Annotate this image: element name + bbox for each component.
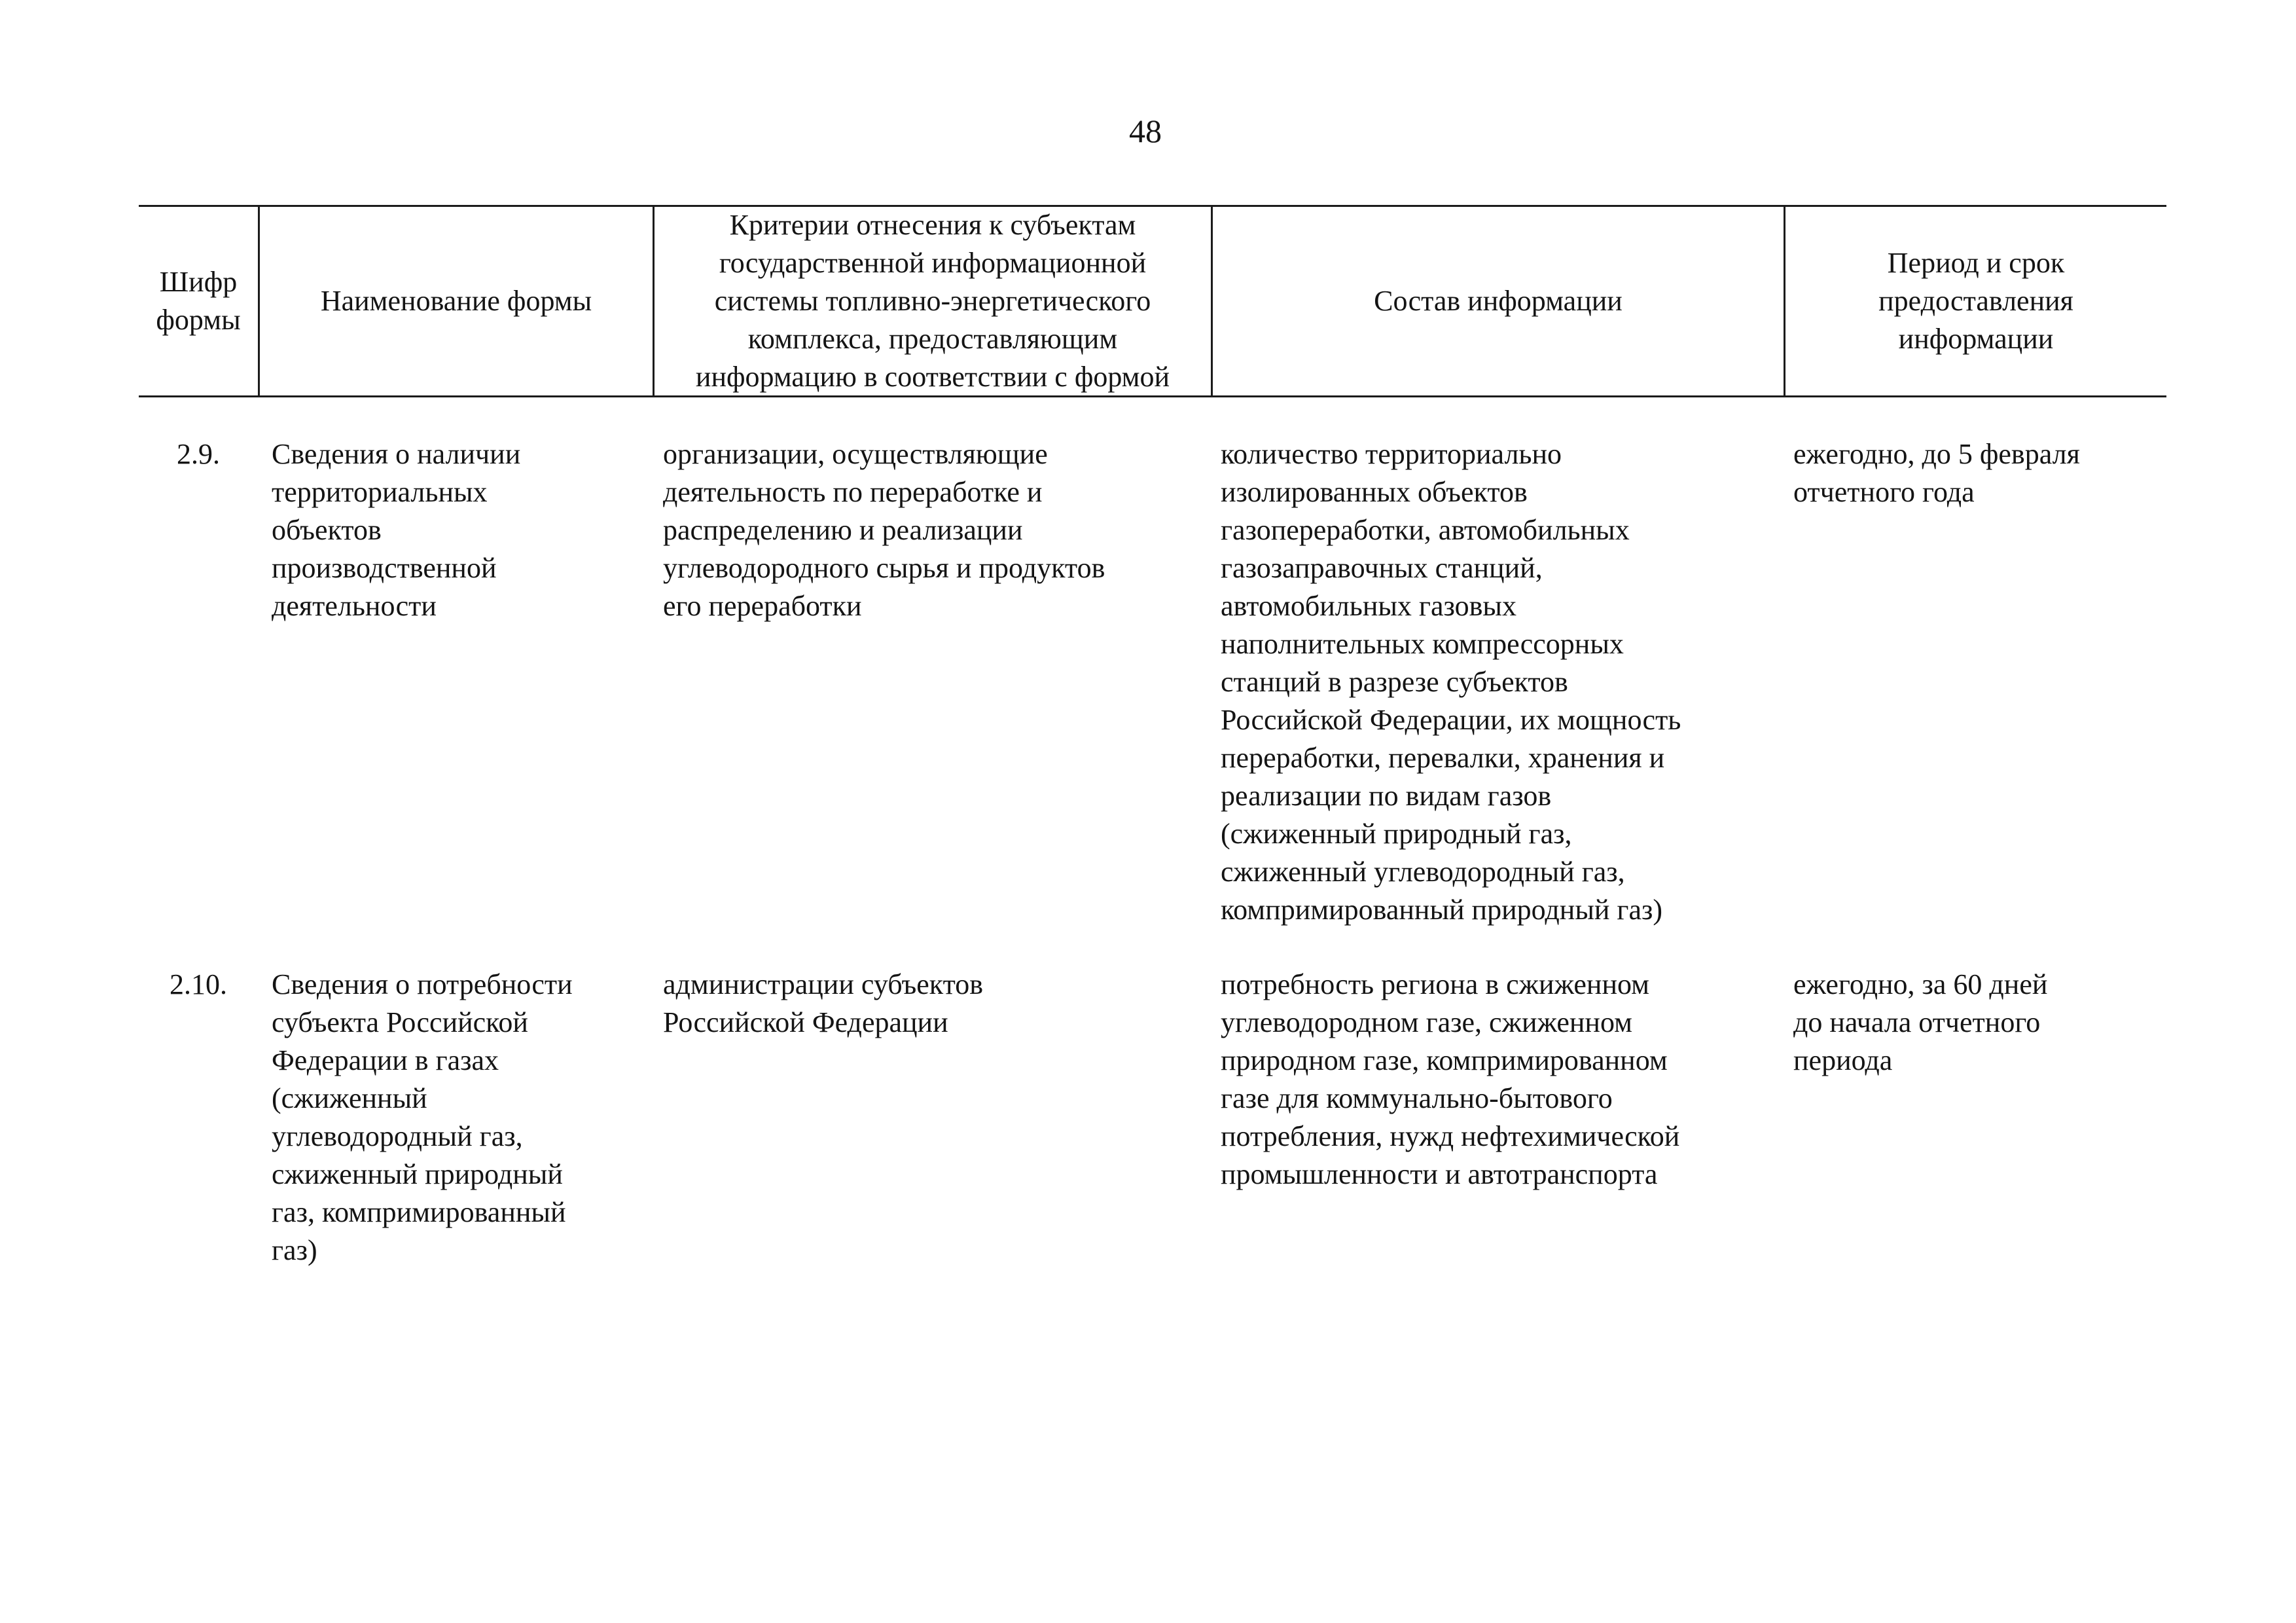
row-form-name: Сведения о потребности субъекта Российской Федерации в газах (сжиженный углеводородный газ, сжиженный природный газ, компримированный газ) <box>272 968 573 1266</box>
header-period: Период и срок предоставления информации <box>1878 247 2073 355</box>
row-form-code: 2.10. <box>170 968 227 1000</box>
row-criteria: организации, осуществляющие деятельность по переработке и распределению и реализации углеводородного сырья и продуктов его переработки <box>663 438 1105 622</box>
header-form-code: Шифр формы <box>156 266 241 336</box>
row-content: потребность региона в сжиженном углеводородном газе, сжиженном природном газе, компримированном газе для коммунально-бытового потребления, нужд нефтехимической промышленности и автотранспорта <box>1221 968 1680 1190</box>
table-header <box>139 205 2166 397</box>
row-period: ежегодно, за 60 дней до начала отчетного периода <box>1793 968 2048 1076</box>
row-content: количество территориально изолированных объектов газопереработки, автомобильных газозаправочных станций, автомобильных газовых наполнительных компрессорных станций в разрезе субъектов Российской Федерации, их мощность переработки, перевалки, хранения и реализации по видам газов (сжиженный природный газ, сжиженный углеводородный газ, компримированный природный газ) <box>1221 438 1681 926</box>
header-content: Состав информации <box>1374 285 1623 317</box>
page-number: 48 <box>1129 113 1162 149</box>
row-form-code: 2.9. <box>177 438 220 470</box>
row-period: ежегодно, до 5 февраля отчетного года <box>1793 438 2080 508</box>
row-form-name: Сведения о наличии территориальных объектов производственной деятельности <box>272 438 521 622</box>
header-form-name: Наименование формы <box>320 285 592 317</box>
header-criteria: Критерии отнесения к субъектам государственной информационной системы топливно-энергетического комплекса, предоставляющим информацию в соответствии с формой <box>695 209 1170 393</box>
row-criteria: администрации субъектов Российской Федерации <box>663 968 984 1038</box>
